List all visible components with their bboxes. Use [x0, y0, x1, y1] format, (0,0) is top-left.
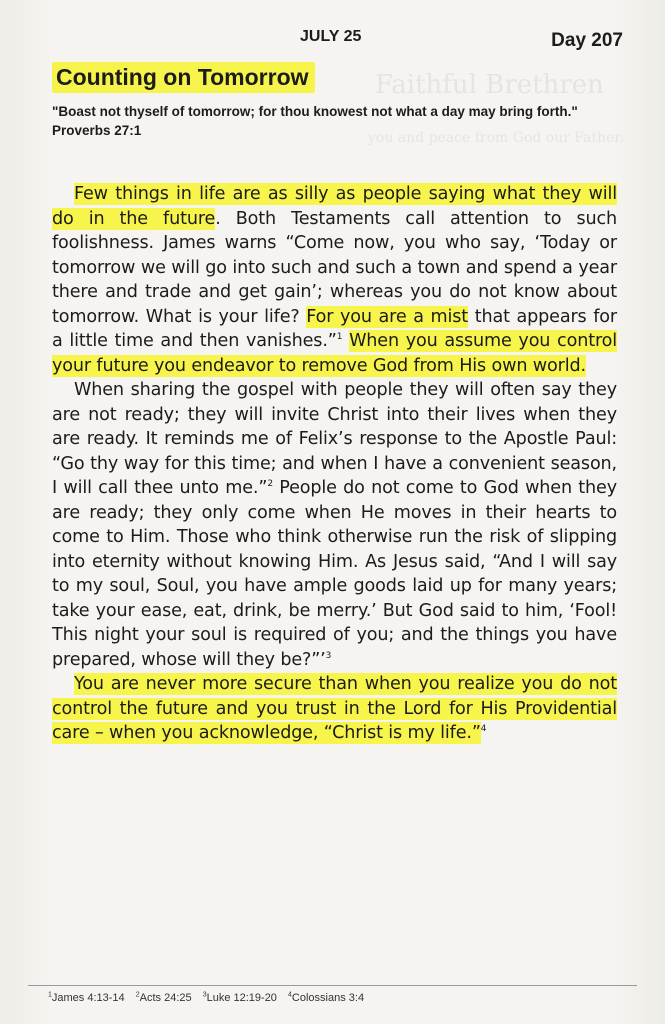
footnotes — [48, 992, 372, 1004]
footnote-3: $^3$Luke 12:19-20 — [202, 991, 277, 1004]
footnote-1: $^1$James 4:13-14 — [48, 991, 125, 1004]
bleed-through-line: you and peace from God our Father. — [368, 130, 625, 146]
highlight-3: When you assume you control your future you endeavor to remove God from His own world. — [52, 331, 617, 376]
footnote-ref-2: 2 — [267, 479, 273, 490]
page-date: JULY 25 — [300, 28, 362, 45]
footnote-ref-4: 4 — [480, 724, 487, 735]
footnote-divider — [28, 985, 637, 986]
scripture-verse: "Boast not thyself of tomorrow; for thou knowest not what a day may bring forth." Proverbs 27:1 — [52, 104, 578, 138]
footnote-ref-1: 1 — [336, 332, 343, 343]
paragraph-2: When sharing the gospel with people they will often say they are not ready; they will invite Christ into their lives when they are ready. It reminds me of Felix’s response to the Apostle Paul: “Go thy way for this time; and when I have a convenient season, I will call thee unto me.”$^2$ People do not come to God when they are ready; they only come when He moves in their hearts to come to Him. Those who think otherwise run the risk of slipping into eternity without knowing Him. As Jesus said, “And I will say to my soul, Soul, you have ample goods laid up for many years; take your ease, eat, drink, be merry.’ But God said to him, ‘Fool! This night your soul is required of you; and the things you have prepared, whose will they be?”’$^3$ — [52, 380, 617, 670]
page-day-number: Day 207 — [551, 30, 623, 51]
paragraph-1: Few things in life are as silly as people saying what they will do in the future. Both Testaments call attention to such foolishness. James warns “Come now, you who say, ‘Today or tomorrow we will go into such and such a town and spend a year there and trade and get gain’; whereas you do not know about tomorrow. What is your life? For you are a mist that appears for a little time and then vanishes.”$^1$ When you assume you control your future you endeavor to remove God from His own world. — [52, 184, 617, 376]
paragraph-3 — [52, 672, 617, 746]
devotional-body — [52, 182, 617, 746]
page-title: Counting on Tomorrow — [52, 62, 315, 93]
bleed-through-heading: Faithful Brethren — [375, 70, 604, 100]
footnote-4: $^4$Colossians 3:4 — [288, 991, 365, 1004]
highlight-2: For you are a mist — [306, 306, 469, 327]
footnote-ref-3: 3 — [325, 650, 332, 661]
footnote-2: $^2$Acts 24:25 — [135, 991, 192, 1004]
highlight-1: Few things in life are as silly as people saying what they will do in the future — [52, 184, 617, 229]
highlight-4: You are never more secure than when you realize you do not control the future and you trust in the Lord for His Providential care – when you acknowledge, “Christ is my life.” — [52, 674, 617, 743]
